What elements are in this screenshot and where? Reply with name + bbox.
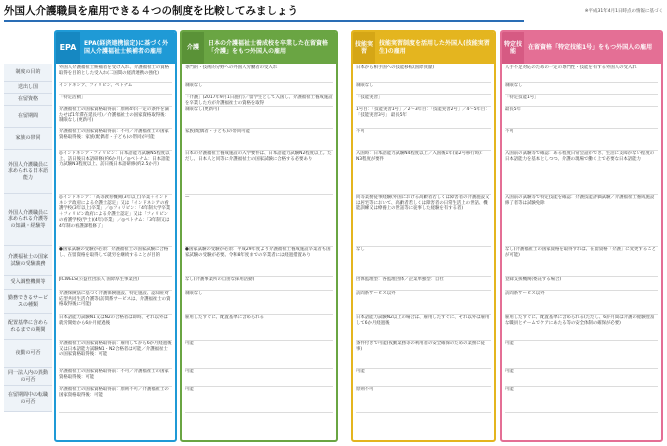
epa-cell-11: 日本語能力試験N1又はN2の合格者は即時、それ以外は就労開始から6か月経過後 bbox=[59, 315, 168, 326]
gino-cell-2: 制限なし bbox=[356, 83, 374, 88]
gino-cell-1: 日本から相手国への技能移転(国際貢献) bbox=[356, 65, 435, 70]
kaigo-cell-7: — bbox=[185, 195, 190, 200]
tokutei-cell-14: 可能 bbox=[505, 387, 514, 392]
gino-cell-13: 可能 bbox=[356, 369, 365, 374]
kaigo-cell-12: 可能 bbox=[185, 341, 194, 346]
row-header: 在留資格 bbox=[4, 94, 52, 106]
epa-cell-14: 介護福祉士の国家資格取得前：原則不可／介護福祉士の国家資格取得後：可能 bbox=[59, 387, 169, 398]
gino-cell-8: なし bbox=[356, 247, 365, 252]
kaigo-cell-1: 専門的・技術的分野への外国人労働者の受入れ bbox=[185, 65, 278, 70]
tokutei-cell-8: なし(介護福祉士の国家資格を取得すれば、在留資格「介護」に変更することが可能) bbox=[505, 247, 656, 258]
gino-cell-5: 不可 bbox=[356, 129, 365, 134]
epa-cell-6: ◎インドネシア・フィリピン：日本語能力試験N5程度以上、訪日後日本語研修(約6か月)／◎ベトナム：日本語能力試験N3程度以上、訪日後日本語研修(約2.5か月) bbox=[59, 151, 170, 168]
gino-cell-12: 条件付きで可能(夜勤業務等の利用者の安全確保のための業務に従事) bbox=[356, 341, 486, 352]
gino-cell-10: 訪問系サービス以外 bbox=[356, 291, 396, 296]
tokutei-badge: 特定技能 bbox=[502, 32, 524, 64]
gino-cell-11: 日本語能力試験N2以上の場合は、雇用したすぐに、それ以外は雇用して6か月経過後 bbox=[356, 315, 490, 326]
row-header: 勤務できるサービスの種類 bbox=[4, 290, 52, 314]
kaigo-cell-10: 制限なし bbox=[185, 291, 203, 296]
kaigo-cell-3: 「介護」(2017年9月1日施行)／留学生として入国し、介護福祉士養成施設を卒業した方が介護福祉士の資格を取得 bbox=[185, 95, 333, 105]
row-divider bbox=[185, 412, 333, 413]
row-header: 受入調整機関等 bbox=[4, 276, 52, 290]
epa-cell-13: 介護福祉士の国家資格取得前：不可／介護福祉士の国家資格取得後：可能 bbox=[59, 369, 169, 380]
gino-cell-14: 原則不可 bbox=[356, 387, 374, 392]
epa-cell-2: インドネシア、フィリピン、ベトナム bbox=[59, 83, 133, 88]
epa-cell-3: 「特定活動」 bbox=[59, 95, 86, 100]
epa-cell-8: ●国家試験の受験が必須：介護福祉士の国家試験に合格し、在留資格を取得して就労を継続することが目的 bbox=[59, 247, 169, 258]
row-header: 在留期間中の転職の可否 bbox=[4, 386, 52, 412]
kaigo-cell-8: ●国家試験の受験が必須：平成29年度より介護福祉士養成施設卒業者も国家試験の受験が必要。令和8年度までの卒業者には経過措置あり bbox=[185, 247, 331, 258]
kaigo-cell-14: 可能 bbox=[185, 387, 194, 392]
row-header: 配置基準に含められるまでの期間 bbox=[4, 314, 52, 340]
column-header-kaigo bbox=[182, 32, 336, 64]
tokutei-cell-5: 不可 bbox=[505, 129, 514, 134]
kaigo-cell-2: 制限なし bbox=[185, 83, 203, 88]
tokutei-cell-10: 訪問系サービス以外 bbox=[505, 291, 545, 296]
gino-cell-4: 1号目：「技能実習1号」／2〜3年目：「技能実習2号」／4〜5年目：「技能実習3号」 最長5年 bbox=[356, 107, 490, 118]
tokutei-cell-11: 雇用したすぐに、配置基準に含められる(ただし、6か月間は介護の経験豊富な職員とチームでケアにあたる等の安全体制の確保が必要) bbox=[505, 315, 655, 326]
tokutei-cell-12: 可能 bbox=[505, 341, 514, 346]
row-header: 外国人介護職員に求められる介護等の知識・経験等 bbox=[4, 194, 52, 246]
row-divider bbox=[356, 412, 491, 413]
epa-cell-9: JICWELS(公益社団法人 国際厚生事業団) bbox=[59, 277, 139, 282]
tokutei-title: 在留資格「特定技能1号」をもつ外国人の雇用 bbox=[528, 44, 653, 52]
gino-cell-3: 「技能実習」 bbox=[356, 95, 383, 100]
column-header-tokutei bbox=[502, 32, 661, 64]
column-kaigo bbox=[180, 30, 338, 442]
gino-cell-6: 入国時：日本語能力試験N4程度以上／入国後1年(第2号移行時)：N3程度が要件 bbox=[356, 151, 486, 162]
row-header: 夜勤の可否 bbox=[4, 340, 52, 368]
tokutei-cell-4: 最長5年 bbox=[505, 107, 521, 112]
kaigo-cell-11: 雇用したすぐに、配置基準に含められる bbox=[185, 315, 265, 320]
epa-badge: EPA bbox=[56, 32, 80, 64]
gino-cell-9: 団体監理型：各監理団体／企業単独型：自社 bbox=[356, 277, 444, 282]
row-divider bbox=[59, 412, 172, 413]
epa-cell-5: 介護福祉士の国家資格取得前：不可／介護福祉士の国家資格取得後：家族(配偶者・子ども)の帯同が可能 bbox=[59, 129, 169, 140]
page-title: 外国人介護職員を雇用できる４つの制度を比較してみましょう bbox=[4, 5, 298, 17]
column-header-epa bbox=[56, 32, 175, 64]
kaigo-cell-4: 制限なし(更新可) bbox=[185, 107, 220, 112]
tokutei-cell-13: 可能 bbox=[505, 369, 514, 374]
kaigo-badge: 介護 bbox=[182, 32, 204, 64]
epa-cell-7: ◎インドネシア：「高等教育機関(3年以上)卒業＋インドネシア政府による介護士認定」又は「インドネシアの看護学校(3年以上)卒業」／◎フィリピン：「4年制大学卒業＋フィリピン政府による介護士認定」又は「フィリピンの看護学校(学士)(4年)卒業」／◎ベトナム：「3年制又は4年制の看護課程修了」 bbox=[59, 195, 171, 229]
row-header: 制度の目的 bbox=[4, 64, 52, 82]
tokutei-cell-3: 「特定技能1号」 bbox=[505, 95, 539, 100]
gino-title: 技能実習制度を活用した外国人(技能実習生)の雇用 bbox=[379, 40, 490, 55]
epa-cell-10: 介護保険法に基づく介護保険施設、特定施設、認知症対応型共同生活介護等(訪問系サービスは、介護福祉士の資格取得後に可能) bbox=[59, 291, 171, 308]
gino-cell-7: 同等業務従事経験(外国における高齢者若しくは障害者の介護施設又は居宅等において、高齢者若しくは障害者の日常生活上の世話、機能訓練又は療養上の世話等に従事した経験を有する者) bbox=[356, 195, 490, 212]
row-header: 外国人介護職員に求められる日本語能力 bbox=[4, 150, 52, 194]
row-header: 送出し国 bbox=[4, 82, 52, 94]
title-underline bbox=[4, 20, 524, 22]
column-epa bbox=[54, 30, 177, 442]
kaigo-title: 日本の介護福祉士養成校を卒業した在留資格「介護」をもつ外国人の雇用 bbox=[208, 40, 329, 55]
row-divider bbox=[505, 412, 658, 413]
kaigo-cell-6: 日本の介護福祉士養成施設の入学要件は、日本語能力試験N2程度以上。ただし、日本人と同等に介護福祉士の国家試験に合格する必要あり bbox=[185, 151, 332, 162]
epa-cell-12: 介護福祉士の国家資格取得前：雇用してから6か月経過後又は日本語能力試験N1・N2合格者は可能／介護福祉士の国家資格取得後：可能 bbox=[59, 341, 172, 358]
tokutei-cell-2: 制限なし bbox=[505, 83, 523, 88]
column-header-gino bbox=[353, 32, 494, 64]
kaigo-cell-9: なし(介護事業所の自由な採用活動) bbox=[185, 277, 255, 282]
epa-cell-1: 外国人介護福祉士候補者を受け入れ、介護福祉士の資格取得を目的とした受入れ(二国間の経済連携の強化) bbox=[59, 65, 170, 76]
epa-title: EPA(経済連携協定)に基づく外国人介護福祉士候補者の雇用 bbox=[84, 40, 169, 55]
column-tokutei bbox=[500, 30, 663, 442]
epa-cell-4: 介護福祉士の国家資格取得前：原則4年(一定の条件を満たせば1年滞在延長可)／介護福祉士の国家資格取得後：制限なし(更新可) bbox=[59, 107, 169, 124]
tokutei-cell-1: 人手不足対応のための一定の専門性・技能を有する外国人の受入れ bbox=[505, 65, 637, 70]
row-header: 家族の帯同 bbox=[4, 128, 52, 150]
kaigo-cell-13: 可能 bbox=[185, 369, 194, 374]
row-header: 在留期間 bbox=[4, 106, 52, 128]
tokutei-cell-9: 登録支援機関(委託する場合) bbox=[505, 277, 562, 282]
header-note: ※平成31年4月1日時点の情報に基づく bbox=[584, 9, 663, 14]
gino-badge: 技能実習 bbox=[353, 32, 375, 64]
row-header: 同一法人内の異動の可否 bbox=[4, 368, 52, 386]
row-header: 介護福祉士の国家試験の受験義務 bbox=[4, 246, 52, 276]
column-gino bbox=[351, 30, 496, 442]
tokutei-cell-7: 入国前の試験等で特定技能を確認：介護技能評価試験／介護福祉士養成施設修了者等は試験免除 bbox=[505, 195, 655, 206]
kaigo-cell-5: 家族(配偶者・子ども)の帯同可能 bbox=[185, 129, 250, 134]
tokutei-cell-6: 入国前の試験等で確認：ある程度日常会話ができ、生活に支障がない程度の日本語能力を基本としつつ、介護の現場で働く上で必要な日本語能力 bbox=[505, 151, 655, 162]
